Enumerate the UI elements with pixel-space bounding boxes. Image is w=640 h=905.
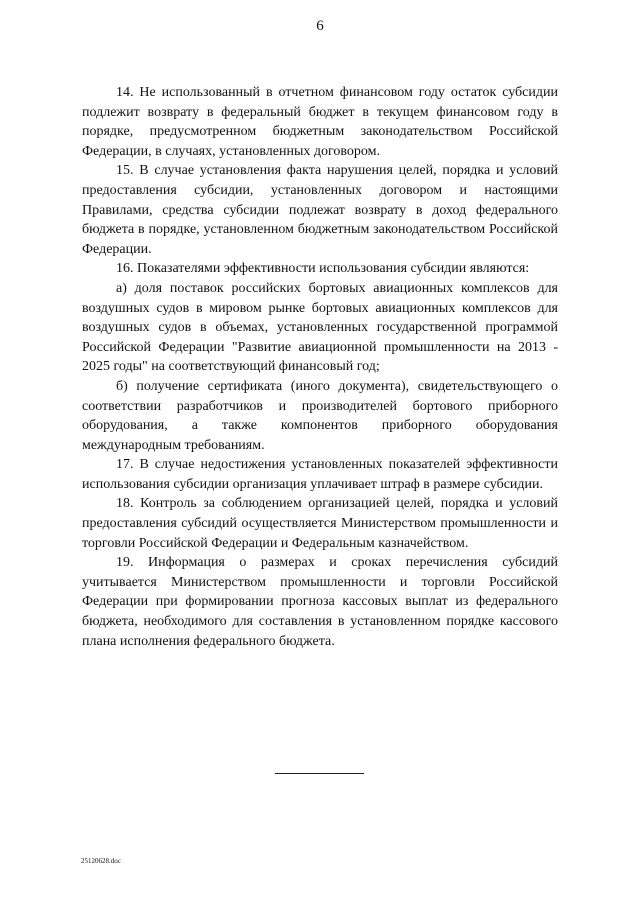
paragraph-14: 14. Не использованный в отчетном финансовом году остаток субсидии подлежит возврату в федеральный бюджет в текущем финансовом году в порядке, предусмотренном бюджетным законодательством Российской Федерации, в случаях, установленных договором. xyxy=(82,85,558,159)
paragraph-15: 15. В случае установления факта нарушения целей, порядка и условий предоставления субсидии, установленных договором и настоящими Правилами, средства субсидии подлежат возврату в доход федерального бюджета в порядке, установленном бюджетным законодательством Российской Федерации. xyxy=(82,163,558,257)
page-number: 6 xyxy=(316,18,324,34)
paragraph-18: 18. Контроль за соблюдением организацией целей, порядка и условий предоставления субсидий осуществляется Министерством промышленности и торговли Российской Федерации и Федеральным казначейством. xyxy=(82,496,558,551)
end-separator-line xyxy=(275,773,364,774)
footer-file-code: 25120628.doc xyxy=(81,857,121,865)
paragraph-19: 19. Информация о размерах и сроках перечисления субсидий учитывается Министерством промышленности и торговли Российской Федерации при формировании прогноза кассовых выплат из федерального бюджета, необходимого для составления в установленном порядке кассового плана исполнения федерального бюджета. xyxy=(82,555,558,649)
paragraph-17: 17. В случае недостижения установленных показателей эффективности использования субсидии организация уплачивает штраф в размере субсидии. xyxy=(82,457,558,492)
paragraph-16: 16. Показателями эффективности использования субсидии являются: xyxy=(116,261,530,277)
paragraph-16-b: б) получение сертификата (иного документа), свидетельствующего о соответствии разработчиков и производителей бортового приборного оборудования, а также компонентов приборного оборудования международным требованиям. xyxy=(82,378,558,453)
paragraph-16-a: а) доля поставок российских бортовых авиационных комплексов для воздушных судов в мировом рынке бортовых авиационных комплексов для воздушных судов в объемах, установленных государственной программой Российской Федерации "Развитие авиационной промышленности на 2013 - 2025 годы" на соответствующий финансовый год; xyxy=(82,280,558,375)
document-body xyxy=(82,83,558,651)
